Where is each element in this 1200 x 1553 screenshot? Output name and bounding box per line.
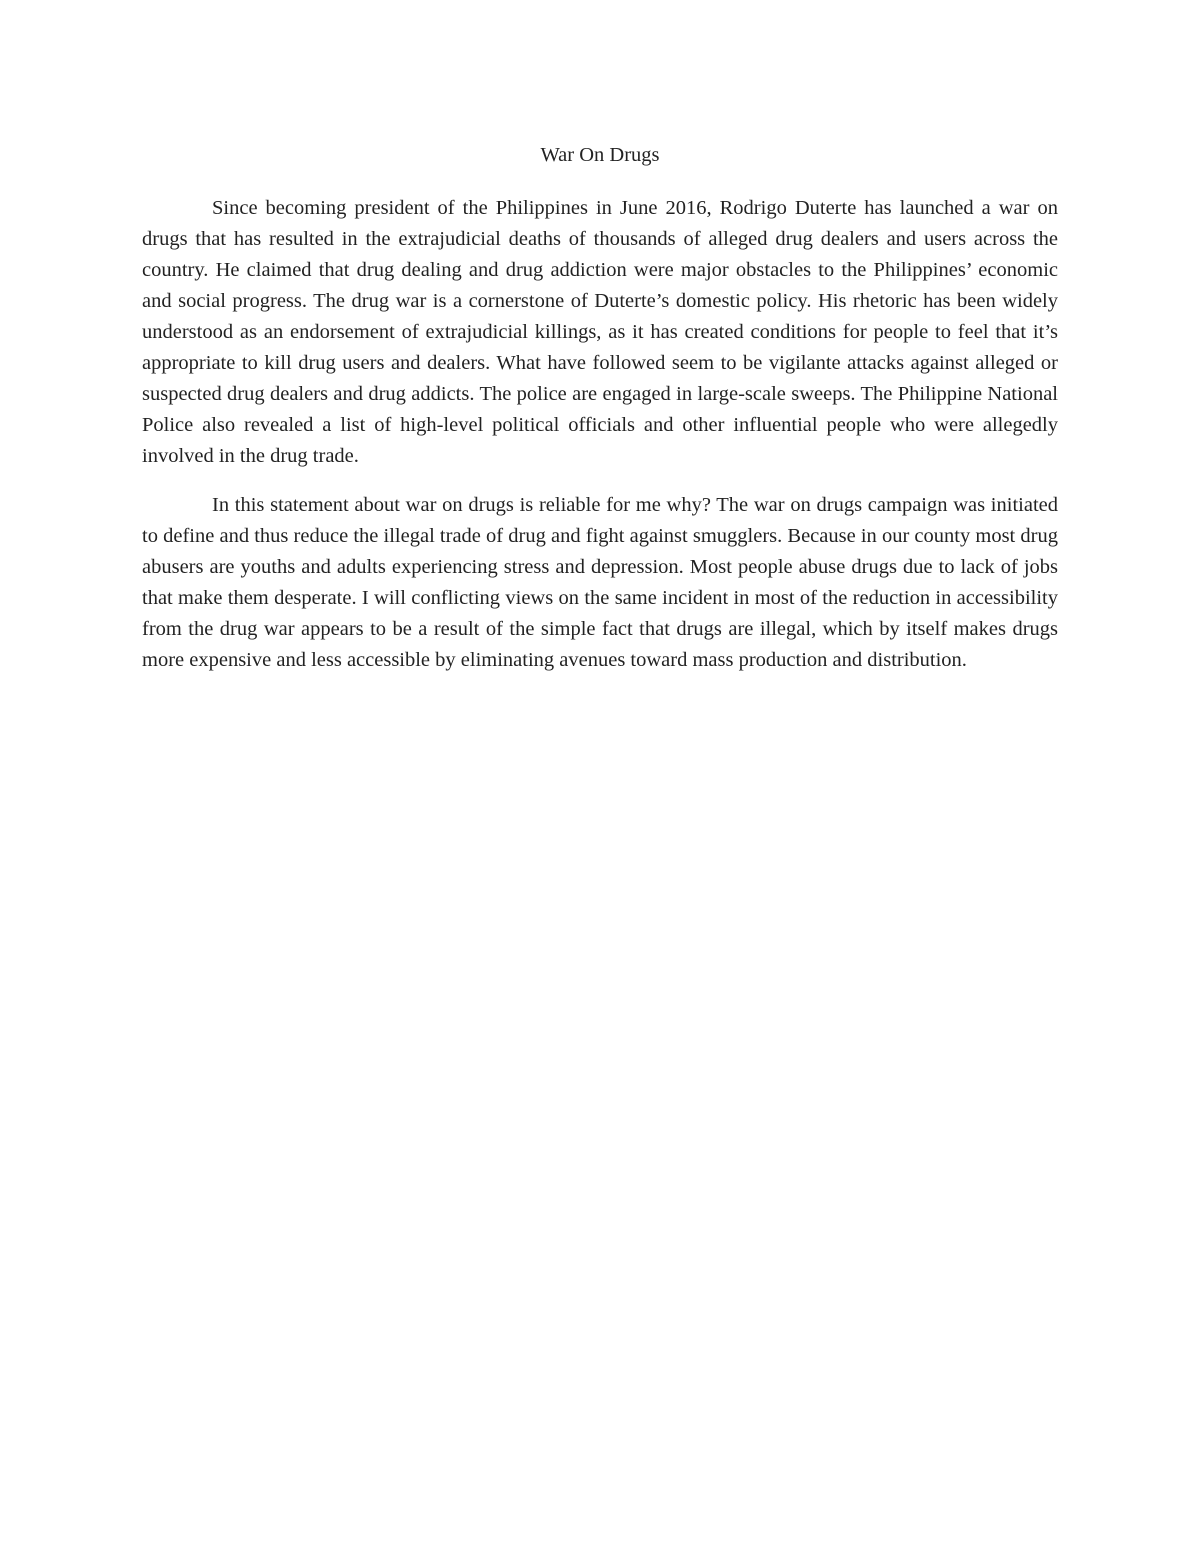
document-title: War On Drugs (540, 144, 660, 166)
paragraph-2: In this statement about war on drugs is reliable for me why? The war on drugs campaign was initiated to define and thus reduce the illegal trade of drug and fight against smugglers. Because in our county most drug abusers are youths and adults experiencing stress and depression. Most people abuse drugs due to lack of jobs that make them desperate. I will conflicting views on the same incident in most of the reduction in accessibility from the drug war appears to be a result of the simple fact that drugs are illegal, which by itself makes drugs more expensive and less accessible by eliminating avenues toward mass production and distribution. (142, 494, 1058, 671)
paragraph-1: Since becoming president of the Philippines in June 2016, Rodrigo Duterte has launched a war on drugs that has resulted in the extrajudicial deaths of thousands of alleged drug dealers and users across the country. He claimed that drug dealing and drug addiction were major obstacles to the Philippines’ economic and social progress. The drug war is a cornerstone of Duterte’s domestic policy. His rhetoric has been widely understood as an endorsement of extrajudicial killings, as it has created conditions for people to feel that it’s appropriate to kill drug users and dealers. What have followed seem to be vigilante attacks against alleged or suspected drug dealers and drug addicts. The police are engaged in large-scale sweeps. The Philippine National Police also revealed a list of high-level political officials and other influential people who were allegedly involved in the drug trade. (142, 197, 1058, 467)
document-body (142, 140, 1058, 694)
